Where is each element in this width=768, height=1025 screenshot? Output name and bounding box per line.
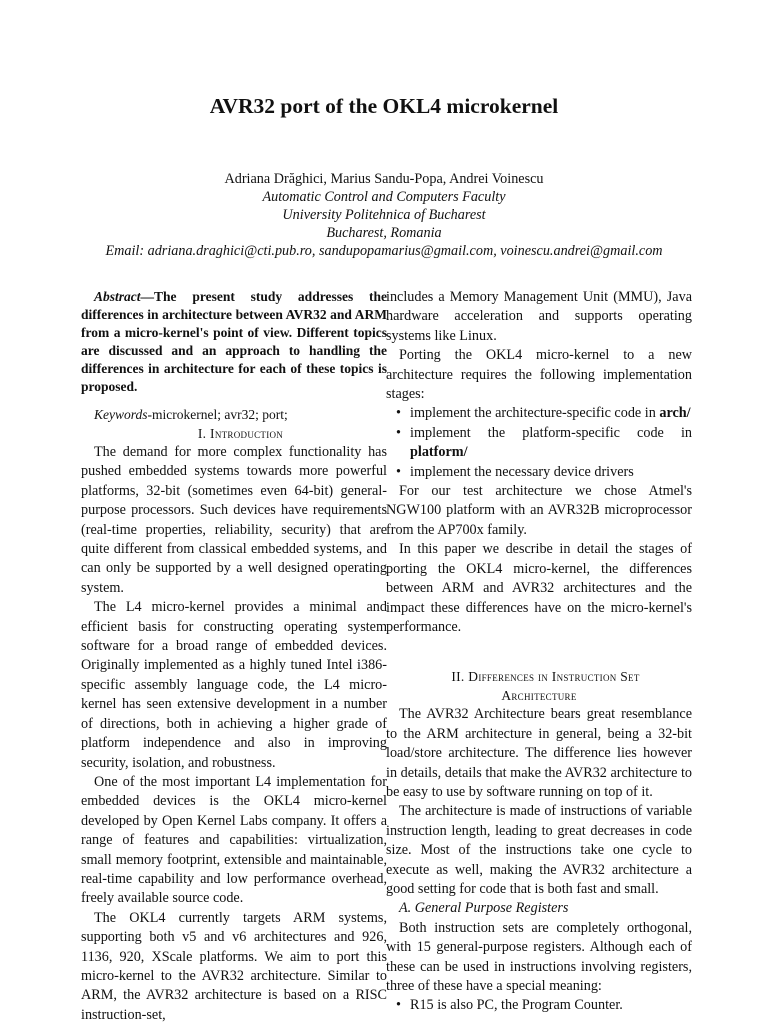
path-keyword: platform/ <box>410 444 468 461</box>
author-names: Adriana Drăghici, Marius Sandu-Popa, Andrei Voinescu <box>224 171 544 187</box>
paper-title: AVR32 port of the OKL4 microkernel <box>209 94 559 118</box>
paragraph: The demand for more complex functionality has pushed embedded systems towards more powerful platforms, 32-bit (sometimes even 64-bit) general-purpose processors. Such devices have requirements (real-time properties, reliability, security) that are quite different from classical embedded systems, and can only be supported by a well designed operating system. <box>81 444 387 596</box>
list-item: • implement the necessary device drivers <box>410 463 692 482</box>
keywords <box>81 406 387 424</box>
list-item: • implement the platform-specific code in platform/ <box>410 424 692 463</box>
paragraph: The architecture is made of instructions of variable instruction length, leading to great decreases in code size. Most of the instructions take one cycle to execute as well, making the AVR32 architecture a good setting for code that is both fast and small. <box>386 803 692 897</box>
affiliation-location: Bucharest, Romania <box>326 225 442 241</box>
section-heading-introduction: I. Introduction <box>197 426 284 441</box>
paragraph: In this paper we describe in detail the stages of porting the OKL4 micro-kernel, the differences between ARM and AVR32 architectures and the impact these differences have on the micro-kernel's performance. <box>386 541 692 635</box>
keywords-text: -microkernel; avr32; port; <box>147 407 288 422</box>
paragraph: includes a Memory Management Unit (MMU), Java hardware acceleration and supports operating systems like Linux. <box>386 289 692 344</box>
right-column <box>386 288 692 1016</box>
paragraph: For our test architecture we chose Atmel's NGW100 platform with an AVR32B microprocessor from the AP700x family. <box>386 483 692 538</box>
affiliation-faculty: Automatic Control and Computers Faculty <box>262 189 506 205</box>
paragraph: Porting the OKL4 micro-kernel to a new architecture requires the following implementation stages: <box>386 347 692 403</box>
abstract-label: Abstract <box>94 289 141 304</box>
affiliation-university: University Politehnica of Bucharest <box>282 207 486 223</box>
author-emails: Email: adriana.draghici@cti.pub.ro, sandupopamarius@gmail.com, voinescu.andrei@gmail.com <box>105 243 663 259</box>
stages-list <box>386 404 692 482</box>
paragraph: The L4 micro-kernel provides a minimal and efficient basis for constructing operating system software for a broad range of embedded devices. Originally implemented as a highly tuned Intel i386-specific assembly language code, the L4 micro-kernel has seen extensive development in a number of directions, both in achieving a higher grade of platform independence and also in improving security, isolation, and robustness. <box>81 599 387 771</box>
section-heading-differences: II. Differences in Instruction Set Architecture <box>451 669 640 704</box>
paragraph: The OKL4 currently targets ARM systems, supporting both v5 and v6 architectures and 926, 1136, 920, XScale platforms. We aim to port this micro-kernel to the AVR32 architecture. Similar to ARM, the AVR32 architecture is based on a RISC instruction-set, <box>81 909 387 1023</box>
registers-list <box>386 996 692 1015</box>
list-item: • implement the architecture-specific code in arch/ <box>410 404 692 423</box>
left-column <box>81 288 387 1025</box>
abstract-text: —The present study addresses the differences in architecture between AVR32 and ARM from a micro-kernel's point of view. Different topics are discussed and an approach to handling the differences in architecture for each of these topics is proposed. <box>81 289 387 394</box>
list-item: • R15 is also PC, the Program Counter. <box>410 996 692 1015</box>
subsection-heading: A. General Purpose Registers <box>399 900 569 917</box>
keywords-label: Keywords <box>94 407 148 422</box>
paragraph: One of the most important L4 implementation for embedded devices is the OKL4 micro-kernel developed by Open Kernel Labs company. It offers a range of features and capabilities: virtualization, small memory footprint, extensible and maintainable, real-time capability and low performance overhead, freely available source code. <box>81 773 387 907</box>
abstract <box>81 288 387 396</box>
paragraph: Both instruction sets are completely orthogonal, with 15 general-purpose registers. Although each of these can be used in instructions involving registers, three of these have a special meaning: <box>386 919 692 994</box>
path-keyword: arch/ <box>659 405 691 422</box>
author-block <box>0 170 768 260</box>
paragraph: The AVR32 Architecture bears great resemblance to the ARM architecture in general, being a 32-bit load/store architecture. The difference lies however in details, details that make the AVR32 architecture to be easy to use by software running on top of it. <box>386 706 692 800</box>
